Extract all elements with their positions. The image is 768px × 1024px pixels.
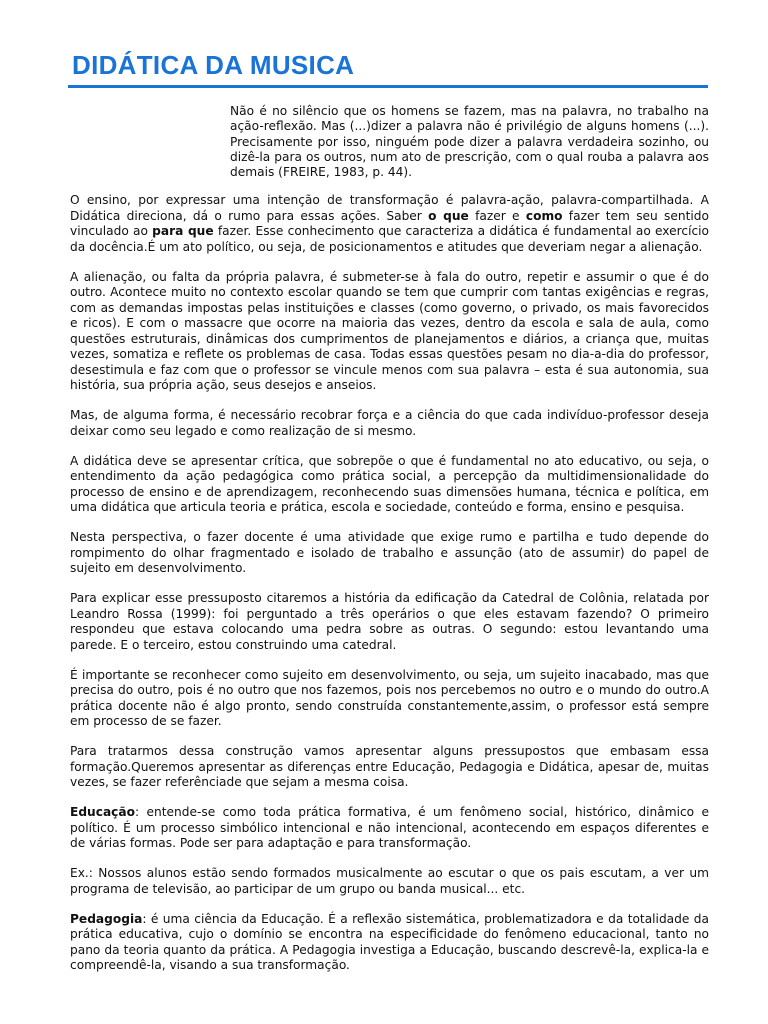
- paragraph-8: Para tratarmos dessa construção vamos apresentar alguns pressupostos que embasam essa formação.Queremos apresentar as diferenças entre Educação, Pedagogia e Didática, apesar de, muitas vezes, se fazer referênciade que sejam a mesma coisa.: [70, 744, 709, 789]
- definition-educacao: : entende-se como toda prática formativa, é um fenômeno social, histórico, dinâmico e político. É um processo simbólico intencional e não intencional, acontecendo em espaços diferentes e de várias formas. Pode ser para adaptação e para transformação.: [70, 805, 709, 850]
- title-underline: [68, 85, 708, 88]
- paragraph-6: Para explicar esse pressuposto citaremos a história da edificação da Catedral de Colônia, relatada por Leandro Rossa (1999): foi perguntado a três operários o que eles estavam fazendo? O primeiro respondeu que estava colocando uma pedra sobre as outras. O segundo: estou levantando uma parede. E o terceiro, estou construindo uma catedral.: [70, 591, 709, 652]
- paragraph-1-bold-como: como: [525, 208, 563, 223]
- term-pedagogia: Pedagogia: [70, 911, 143, 926]
- paragraph-7: É importante se reconhecer como sujeito em desenvolvimento, ou seja, um sujeito inacabado, mas que precisa do outro, pois é no outro que nos fazemos, pois nos percebemos no outro e o mundo do outro.A prática docente não é algo pronto, sendo construída constantemente,assim, o professor está sempre em processo de se fazer.: [70, 667, 709, 728]
- paragraph-1-text-d: fazer tem seu sentido vinculado ao: [70, 208, 709, 238]
- paragraph-4: A didática deve se apresentar crítica, que sobrepõe o que é fundamental no ato educativo, ou seja, o entendimento da ação pedagógica como prática social, a percepção da multidimensionalidade do processo de ensino e de aprendizagem, reconhecendo suas dimensões humana, técnica e política, em uma didática que articula teoria e prática, escola e sociedade, conteúdo e forma, ensino e pesquisa.: [70, 453, 709, 514]
- paragraph-1-text-c: fazer e: [468, 208, 526, 223]
- paragraph-1-text-a: O ensino, por expressar uma intenção de transformação é palavra-ação, palavra-compartilhada. A Didática direciona, dá o rumo para essas ações. Saber: [70, 193, 709, 223]
- paragraph-1-bold-o-que: o que: [428, 208, 469, 223]
- paragraph-pedagogia: [70, 912, 709, 974]
- paragraph-1-bold-para-que: para que: [152, 224, 214, 238]
- term-educacao: Educação: [70, 805, 135, 819]
- paragraph-5: Nesta perspectiva, o fazer docente é uma atividade que exige rumo e partilha e tudo depende do rompimento do olhar fragmentado e isolado de trabalho e assunção (ato de assumir) do papel de sujeito em desenvolvimento.: [70, 530, 709, 575]
- paragraph-example: Ex.: Nossos alunos estão sendo formados musicalmente ao escutar o que os pais escutam, a ver um programa de televisão, ao participar de um grupo ou banda musical... etc.: [70, 866, 709, 896]
- paragraph-2: A alienação, ou falta da própria palavra, é submeter-se à fala do outro, repetir e assumir o que é do outro. Acontece muito no contexto escolar quando se tem que cumprir com tantas exigências e regras, com as demandas impostas pelas instituições e classes (como governo, o privado, os mais favorecidos e ricos). E com o massacre que ocorre na maioria das vezes, dentro da escola e sala de aula, como questões estruturais, dinâmicas dos cumprimentos de planejamentos e diários, a criança que, muitas vezes, somatiza e reflete os problemas de casa. Todas essas questões pesam no dia-a-dia do professor, desestimula e faz com que o professor se vincule menos com sua palavra – esta é sua autonomia, sua história, sua própria ação, seus desejos e anseios.: [70, 269, 709, 392]
- document-body: [70, 193, 709, 988]
- definition-pedagogia: : é uma ciência da Educação. É a reflexão sistemática, problematizadora e da totalidade da prática educativa, cujo o domínio se encontra na especificidade do fenômeno educacional, tanto no pano da teoria quanto da prática. A Pedagogia investiga a Educação, buscando descrevê-la, explica-la e compreendê-la, visando a sua transformação.: [70, 911, 709, 972]
- paragraph-1-text-e: fazer. Esse conhecimento que caracteriza a didática é fundamental ao exercício da docência.É um ato político, ou seja, de posicionamentos e atitudes que deveriam negar a alienação.: [70, 224, 710, 254]
- epigraph-quote: Não é no silêncio que os homens se fazem, mas na palavra, no trabalho na ação-reflexão. Mas (...)dizer a palavra não é privilégio de alguns homens (...). Precisamente por isso, ninguém pode dizer a palavra verdadeira sozinho, ou dizê-la para os outros, num ato de prescrição, com o qual rouba a palavra aos demais (FREIRE, 1983, p. 44).: [230, 104, 709, 180]
- paragraph-3: Mas, de alguma forma, é necessário recobrar força e a ciência do que cada indivíduo-professor deseja deixar como seu legado e como realização de si mesmo.: [70, 408, 709, 438]
- paragraph-1: [70, 193, 709, 255]
- document-title: DIDÁTICA DA MUSICA: [72, 50, 355, 80]
- paragraph-educacao: [70, 805, 709, 852]
